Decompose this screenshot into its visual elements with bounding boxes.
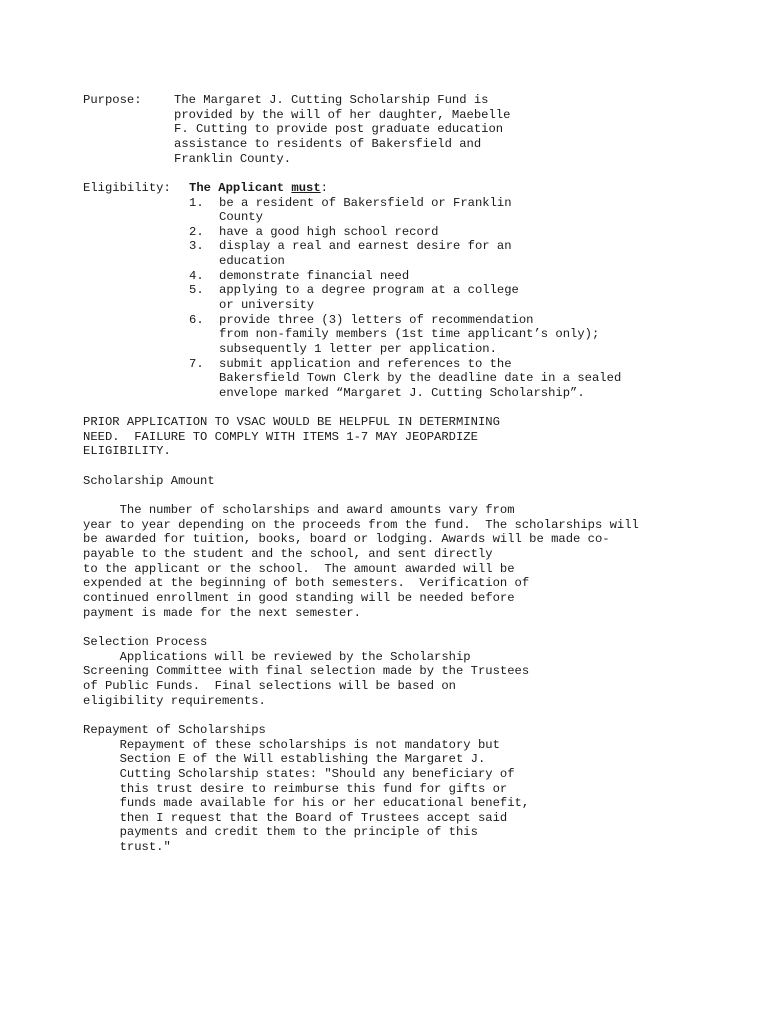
eligibility-item-text: provide three (3) letters of recommendation [219, 313, 534, 327]
eligibility-item-text: display a real and earnest desire for an [219, 239, 512, 253]
eligibility-item-text: or university [219, 298, 315, 312]
repayment-line: then I request that the Board of Trustees accept said [83, 811, 508, 825]
purpose-line: Franklin County. [174, 152, 292, 166]
prior-notice-line: ELIGIBILITY. [83, 444, 171, 458]
selection-process-line: eligibility requirements. [83, 694, 266, 708]
eligibility-item-text: Bakersfield Town Clerk by the deadline date in a sealed [219, 371, 622, 385]
selection-process-line: Screening Committee with final selection made by the Trustees [83, 664, 530, 678]
eligibility-item-number: 3. [189, 239, 204, 253]
eligibility-item-number: 6. [189, 313, 204, 327]
purpose-line: F. Cutting to provide post graduate education [174, 122, 504, 136]
eligibility-item-text: envelope marked “Margaret J. Cutting Scholarship”. [219, 386, 585, 400]
eligibility-item-text: be a resident of Bakersfield or Franklin [219, 196, 512, 210]
scholarship-amount-line: be awarded for tuition, books, board or lodging. Awards will be made co- [83, 532, 610, 546]
eligibility-lead-bold: The Applicant [189, 181, 285, 195]
prior-notice-line: PRIOR APPLICATION TO VSAC WOULD BE HELPFUL IN DETERMINING [83, 415, 500, 429]
eligibility-item-text: applying to a degree program at a college [219, 283, 519, 297]
scholarship-amount-line: The number of scholarships and award amounts vary from [83, 503, 515, 517]
eligibility-item-number: 2. [189, 225, 204, 239]
prior-notice-line: NEED. FAILURE TO COMPLY WITH ITEMS 1-7 MAY JEOPARDIZE [83, 430, 478, 444]
purpose-line: assistance to residents of Bakersfield and [174, 137, 482, 151]
repayment-line: funds made available for his or her educational benefit, [83, 796, 530, 810]
selection-process-heading: Selection Process [83, 635, 208, 649]
purpose-line: The Margaret J. Cutting Scholarship Fund is [174, 93, 489, 107]
repayment-heading: Repayment of Scholarships [83, 723, 266, 737]
repayment-line: payments and credit them to the principle of this [83, 825, 478, 839]
repayment-line: Cutting Scholarship states: "Should any beneficiary of [83, 767, 515, 781]
repayment-line: Repayment of these scholarships is not mandatory but [83, 738, 500, 752]
eligibility-item-text: have a good high school record [219, 225, 439, 239]
eligibility-lead-colon: : [320, 181, 328, 195]
repayment-line: trust." [83, 840, 171, 854]
scholarship-amount-line: expended at the beginning of both semesters. Verification of [83, 576, 530, 590]
eligibility-item-text: subsequently 1 letter per application. [219, 342, 497, 356]
scholarship-amount-line: to the applicant or the school. The amount awarded will be [83, 562, 515, 576]
eligibility-lead-must: must [291, 181, 321, 195]
scholarship-amount-line: payable to the student and the school, and sent directly [83, 547, 493, 561]
scholarship-amount-line: continued enrollment in good standing will be needed before [83, 591, 515, 605]
purpose-line: provided by the will of her daughter, Maebelle [174, 108, 511, 122]
eligibility-item-number: 4. [189, 269, 204, 283]
eligibility-label: Eligibility: [83, 181, 171, 195]
scholarship-amount-line: payment is made for the next semester. [83, 606, 361, 620]
scholarship-amount-line: year to year depending on the proceeds from the fund. The scholarships will [83, 518, 639, 532]
eligibility-item-text: from non-family members (1st time applicant’s only); [219, 327, 600, 341]
selection-process-line: Applications will be reviewed by the Scholarship [83, 650, 471, 664]
eligibility-item-number: 7. [189, 357, 204, 371]
eligibility-item-text: education [219, 254, 285, 268]
eligibility-item-text: submit application and references to the [219, 357, 512, 371]
eligibility-item-text: demonstrate financial need [219, 269, 410, 283]
repayment-line: Section E of the Will establishing the Margaret J. [83, 752, 486, 766]
selection-process-line: of Public Funds. Final selections will be based on [83, 679, 456, 693]
scholarship-amount-heading: Scholarship Amount [83, 474, 215, 488]
eligibility-item-number: 1. [189, 196, 204, 210]
eligibility-item-number: 5. [189, 283, 204, 297]
repayment-line: this trust desire to reimburse this fund for gifts or [83, 782, 508, 796]
purpose-label: Purpose: [83, 93, 142, 107]
eligibility-item-text: County [219, 210, 263, 224]
eligibility-lead [189, 181, 328, 196]
